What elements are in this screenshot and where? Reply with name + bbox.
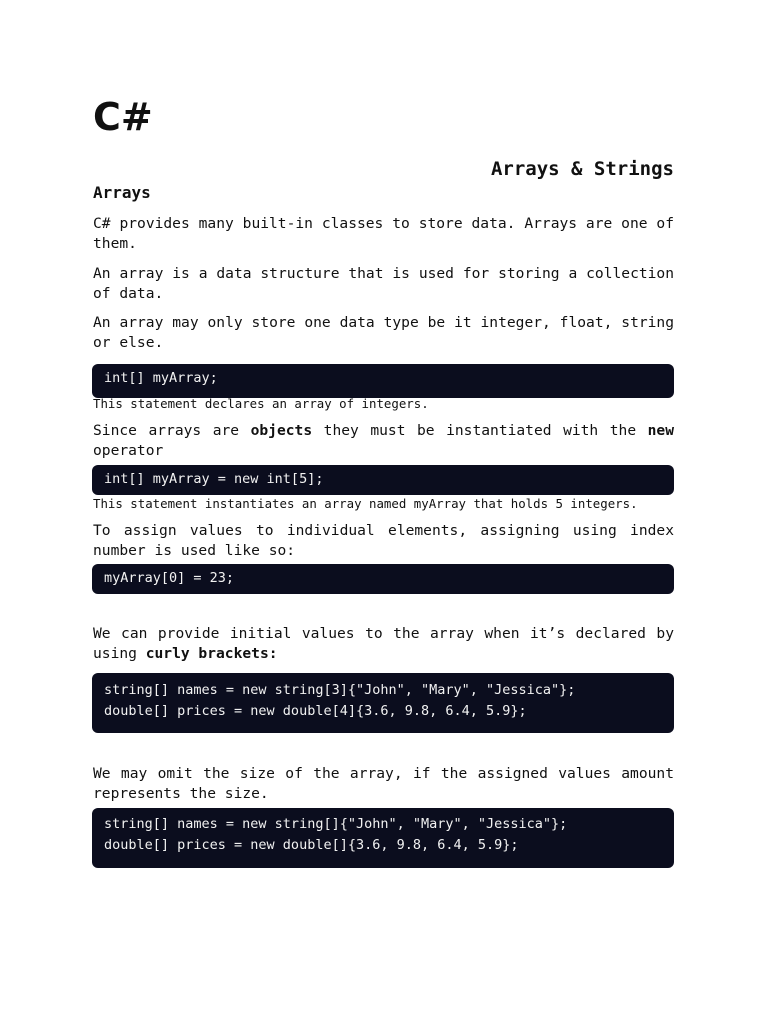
section-title: Arrays (93, 183, 151, 202)
caption-instantiate: This statement instantiates an array named myArray that holds 5 integers. (93, 496, 638, 511)
code-line: int[] myArray = new int[5]; (104, 471, 324, 487)
paragraph-text: they must be instantiated with the (312, 422, 648, 439)
paragraph-intro: C# provides many built-in classes to store data. Arrays are one of them. (93, 215, 674, 252)
caption-declare: This statement declares an array of integers. (93, 396, 429, 411)
code-line: myArray[0] = 23; (104, 570, 235, 586)
bold-term-curly-brackets: curly brackets: (145, 645, 278, 662)
paragraph-text: Since arrays are (93, 422, 251, 439)
code-block-initialize-unsized (92, 808, 674, 868)
paragraph-instantiate (93, 421, 674, 461)
chapter-title: Arrays & Strings (490, 158, 674, 180)
paragraph-array-definition: An array is a data structure that is used for storing a collection of data. (93, 265, 674, 302)
code-block-initialize (92, 673, 674, 733)
code-line: string[] names = new string[3]{"John", "Mary", "Jessica"}; (104, 682, 576, 698)
paragraph-text: We can provide initial values to the array when it’s declared by using (93, 625, 674, 662)
code-block-assign (92, 564, 674, 594)
paragraph-text: operator (93, 442, 164, 459)
paragraph-omit-size: We may omit the size of the array, if the assigned values amount represents the size. (93, 765, 674, 802)
paragraph-assign: To assign values to individual elements, assigning using index number is used like so: (93, 522, 674, 559)
code-line: int[] myArray; (104, 370, 218, 386)
code-line: string[] names = new string[]{"John", "Mary", "Jessica"}; (104, 816, 568, 832)
code-line: double[] prices = new double[4]{3.6, 9.8, 6.4, 5.9}; (104, 703, 527, 719)
paragraph-initial-values (93, 624, 674, 664)
code-block-instantiate (92, 465, 674, 495)
code-line: double[] prices = new double[]{3.6, 9.8, 6.4, 5.9}; (104, 837, 519, 853)
bold-term-objects: objects (250, 422, 313, 439)
document-title: C# (93, 95, 153, 139)
bold-term-new: new (647, 422, 674, 439)
code-block-declare (92, 364, 674, 398)
paragraph-data-type: An array may only store one data type be it integer, float, string or else. (93, 314, 674, 351)
